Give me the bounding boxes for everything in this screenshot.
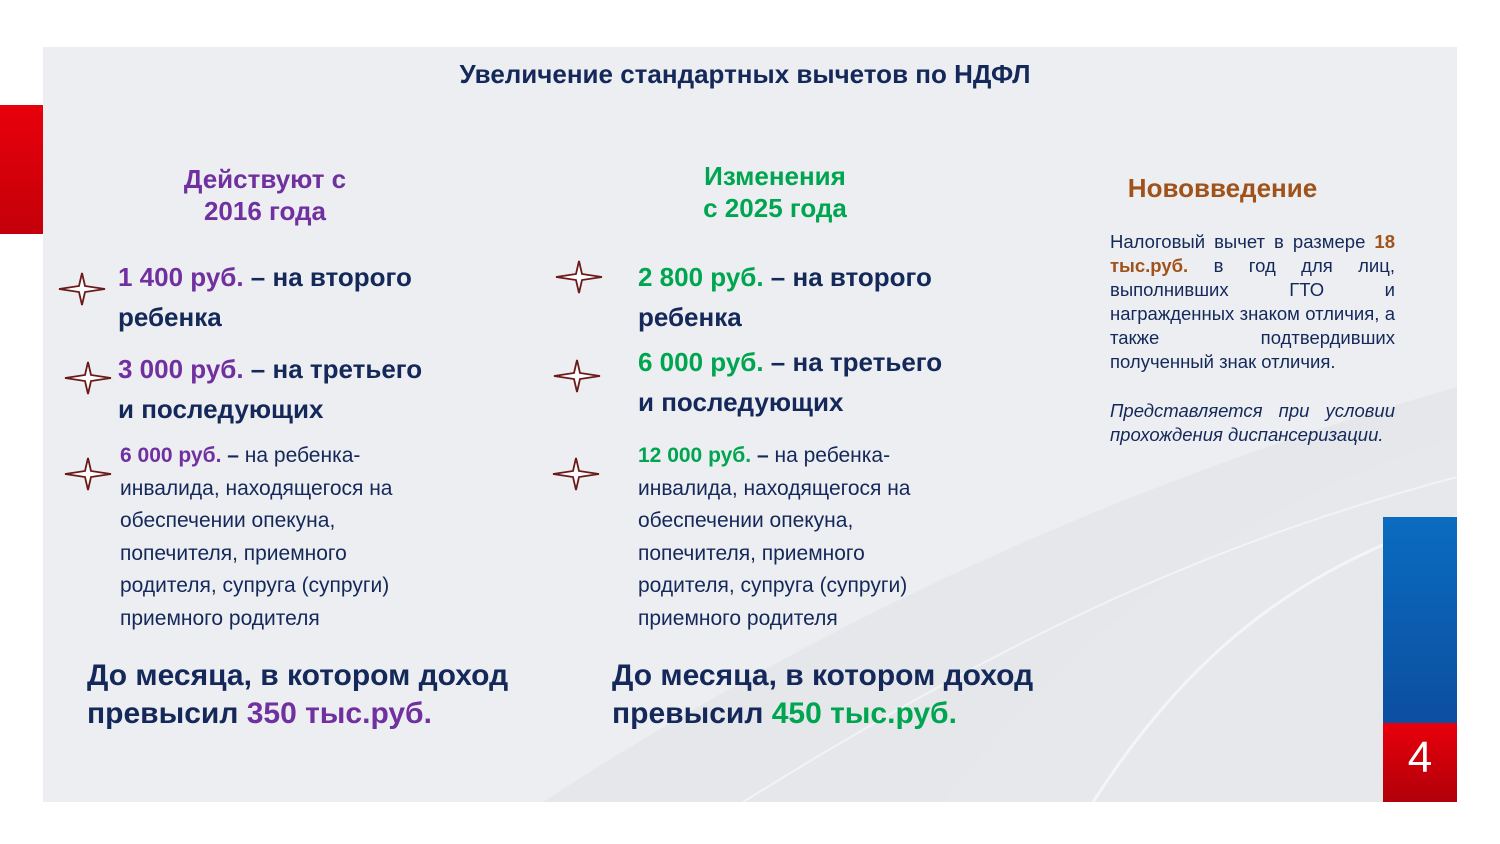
note-text-part1: Налоговый вычет в размере [1110, 231, 1375, 252]
left-heading-line2: 2016 года [203, 196, 327, 226]
left-item-2 [118, 349, 422, 429]
note-amount: 18 тыс.руб. [1110, 231, 1395, 276]
star-bullet-icon [554, 259, 604, 295]
right-column-heading: Нововведение [1127, 173, 1318, 203]
slide-title: Увеличение стандартных вычетов по НДФЛ [459, 59, 1031, 89]
middle-limit-line1: До месяца, в котором доход [612, 659, 1034, 692]
middle-heading-line1: Изменения [704, 161, 846, 191]
left-item2-desc: – на третьего [243, 354, 423, 384]
middle-item2-desc: – на третьего [763, 347, 943, 377]
left-column-heading [150, 163, 380, 227]
star-bullet-icon [63, 360, 113, 396]
left-heading-line1: Действуют с [183, 164, 347, 194]
middle-item3-rest: на ребенка- [774, 444, 891, 467]
left-item2-line2: и последующих [118, 394, 324, 424]
left-item3-line4: попечителя, приемного [120, 541, 347, 565]
left-item-3 [120, 440, 392, 635]
left-item1-desc: – на второго [243, 262, 412, 292]
middle-item2-amount: 6 000 руб. [638, 347, 764, 377]
middle-item-1 [638, 257, 932, 337]
new-deduction-note [1110, 230, 1395, 447]
left-item3-rest: на ребенка- [244, 444, 361, 467]
middle-item3-amount: 12 000 руб. [638, 444, 752, 467]
left-item-1 [118, 257, 412, 337]
red-side-tab [0, 105, 43, 234]
middle-item3-line3: обеспечении опекуна, [638, 509, 854, 532]
middle-heading-line2: с 2025 года [703, 193, 847, 223]
note-text-part2: в год для лиц, выполнивших ГТО и награжденных знаком отличия, а также подтвердивших полученный знак отличия. [1110, 255, 1395, 372]
left-item3-line5: родителя, супруга (супруги) [120, 574, 390, 597]
note-italic-condition: Представляется при условии прохождения диспансеризации. [1110, 400, 1395, 445]
middle-item3-dash: – [751, 444, 775, 467]
middle-item3-line2: инвалида, находящегося на [638, 476, 911, 500]
left-item2-amount: 3 000 руб. [118, 354, 244, 384]
middle-limit-prefix: превысил [612, 697, 772, 730]
middle-item1-amount: 2 800 руб. [638, 262, 764, 292]
left-item3-dash: – [221, 444, 245, 467]
left-limit-value: 350 тыс.руб. [246, 697, 432, 730]
middle-limit-value: 450 тыс.руб. [771, 697, 957, 730]
left-item1-amount: 1 400 руб. [118, 262, 244, 292]
middle-item2-line2: и последующих [638, 387, 844, 417]
middle-item3-line5: родителя, супруга (супруги) [638, 574, 908, 597]
middle-item-3 [638, 440, 910, 635]
middle-income-limit [612, 657, 1033, 733]
left-item3-line3: обеспечении опекуна, [120, 509, 336, 532]
left-limit-line1: До месяца, в котором доход [87, 659, 509, 692]
star-bullet-icon [551, 456, 601, 492]
left-item1-line2: ребенка [118, 302, 222, 332]
middle-item-2 [638, 342, 942, 422]
star-bullet-icon [63, 456, 113, 492]
left-item3-line6: приемного родителя [120, 606, 320, 630]
star-bullet-icon [57, 271, 107, 307]
middle-item3-line6: приемного родителя [638, 606, 838, 630]
page-number: 4 [1407, 733, 1433, 782]
middle-column-heading [660, 160, 890, 224]
middle-item3-line4: попечителя, приемного [638, 541, 865, 565]
middle-item1-desc: – на второго [763, 262, 932, 292]
left-item3-amount: 6 000 руб. [120, 444, 222, 467]
left-income-limit [87, 657, 508, 733]
star-bullet-icon [552, 358, 602, 394]
left-item3-line2: инвалида, находящегося на [120, 476, 393, 500]
blue-flag-bar [1383, 517, 1457, 723]
left-limit-prefix: превысил [87, 697, 247, 730]
middle-item1-line2: ребенка [638, 302, 742, 332]
